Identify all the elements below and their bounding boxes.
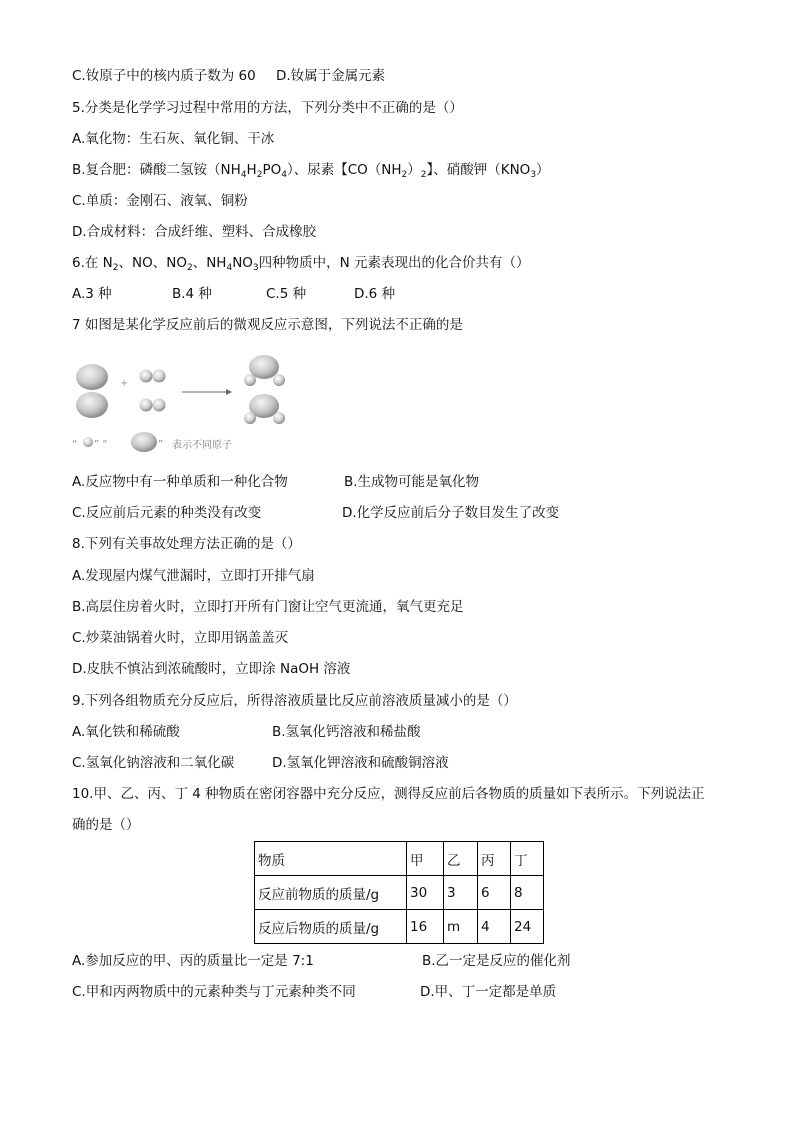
- table-header-row: [255, 842, 544, 876]
- q8-option-c: C.炒菜油锅着火时，立即用锅盖盖灭: [72, 630, 289, 646]
- diagram-legend: [72, 432, 232, 452]
- mass-table: [254, 841, 544, 944]
- q9-option-a: A.氧化铁和稀硫酸: [72, 724, 180, 740]
- q6-option-d: D.6 种: [354, 286, 396, 302]
- table-cell: 4: [478, 910, 511, 944]
- table-cell: 16: [407, 910, 444, 944]
- table-cell: 反应前物质的质量/g: [255, 876, 407, 910]
- q7-option-b: B.生成物可能是氧化物: [344, 474, 480, 490]
- q10-stem-line1: 10.甲、乙、丙、丁 4 种物质在密闭容器中充分反应，测得反应前后各物质的质量如下表所示。下列说法正: [72, 786, 705, 802]
- table-header-cell: 丁: [511, 842, 544, 876]
- svg-text:”: ”: [158, 439, 164, 450]
- svg-text:” “: ” “: [94, 439, 108, 450]
- q9-option-d: D.氢氧化钾溶液和硫酸铜溶液: [272, 755, 449, 771]
- q4-option-c: C.钕原子中的核内质子数为 60: [72, 68, 256, 84]
- q6-option-c: C.5 种: [266, 286, 307, 302]
- table-header-cell: 物质: [255, 842, 407, 876]
- q8-option-b: B.高层住房着火时，立即打开所有门窗让空气更流通，氧气更充足: [72, 599, 464, 615]
- table-cell: m: [444, 910, 478, 944]
- q8-option-a: A.发现屋内煤气泄漏时，立即打开排气扇: [72, 568, 315, 584]
- q8-stem: 8.下列有关事故处理方法正确的是（）: [72, 536, 301, 552]
- table-cell: 8: [511, 876, 544, 910]
- q5-option-a: A.氧化物：生石灰、氧化铜、干冰: [72, 131, 275, 147]
- table-header-cell: 乙: [444, 842, 478, 876]
- q10-stem-line2: 确的是（）: [72, 817, 140, 833]
- q8-option-d: D.皮肤不慎沾到浓硫酸时，立即涂 NaOH 溶液: [72, 661, 351, 677]
- q6-stem: 6.在 $N_2$、NO、$NO_2$、$NH_4NO_3$四种物质中，N 元素表现出的化合价共有（）: [72, 255, 530, 273]
- q9-stem: 9.下列各组物质充分反应后，所得溶液质量比反应前溶液质量减小的是（）: [72, 693, 517, 709]
- q7-option-c: C.反应前后元素的种类没有改变: [72, 505, 262, 521]
- q10-option-a: A.参加反应的甲、丙的质量比一定是 7:1: [72, 953, 314, 969]
- product-molecules: [244, 355, 285, 424]
- q6-option-b: B.4 种: [172, 286, 212, 302]
- table-cell: 30: [407, 876, 444, 910]
- svg-text:“: “: [72, 439, 78, 450]
- q7-option-a: A.反应物中有一种单质和一种化合物: [72, 474, 288, 490]
- q5-option-d: D.合成材料：合成纤维、塑料、合成橡胶: [72, 224, 317, 240]
- q5-stem: 5.分类是化学学习过程中常用的方法，下列分类中不正确的是（）: [72, 100, 463, 116]
- legend-caption: 表示不同原子: [172, 440, 232, 451]
- reaction-diagram: [72, 352, 312, 466]
- q10-option-b: B.乙一定是反应的催化剂: [422, 953, 571, 969]
- q10-option-c: C.甲和丙两物质中的元素种类与丁元素种类不同: [72, 984, 356, 1000]
- q6-option-a: A.3 种: [72, 286, 112, 302]
- reaction-arrow-icon: [182, 389, 232, 395]
- svg-text:+: +: [120, 378, 129, 389]
- reactant-small-molecules: [140, 370, 166, 412]
- table-cell: 6: [478, 876, 511, 910]
- table-header-cell: 丙: [478, 842, 511, 876]
- q7-stem: 7 如图是某化学反应前后的微观反应示意图，下列说法不正确的是: [72, 317, 463, 333]
- table-row: [255, 910, 544, 944]
- table-header-cell: 甲: [407, 842, 444, 876]
- reaction-diagram-svg: [72, 352, 312, 462]
- table-row: [255, 876, 544, 910]
- q4-option-d: D.钕属于金属元素: [276, 68, 386, 84]
- q9-option-b: B.氢氧化钙溶液和稀盐酸: [272, 724, 421, 740]
- table-cell: 反应后物质的质量/g: [255, 910, 407, 944]
- table-cell: 24: [511, 910, 544, 944]
- q10-option-d: D.甲、丁一定都是单质: [420, 984, 557, 1000]
- q7-option-d: D.化学反应前后分子数目发生了改变: [342, 505, 560, 521]
- q5-option-c: C.单质：金刚石、液氧、铜粉: [72, 193, 248, 209]
- q5-option-b: B.复合肥：磷酸二氢铵$(NH_4H_2PO_4)$、尿素【$CO(NH_2)_2$】、硝酸钾$(KNO_3)$: [72, 162, 550, 180]
- reactant-big-molecules: [76, 364, 108, 418]
- table-cell: 3: [444, 876, 478, 910]
- q9-option-c: C.氢氧化钠溶液和二氧化碳: [72, 755, 235, 771]
